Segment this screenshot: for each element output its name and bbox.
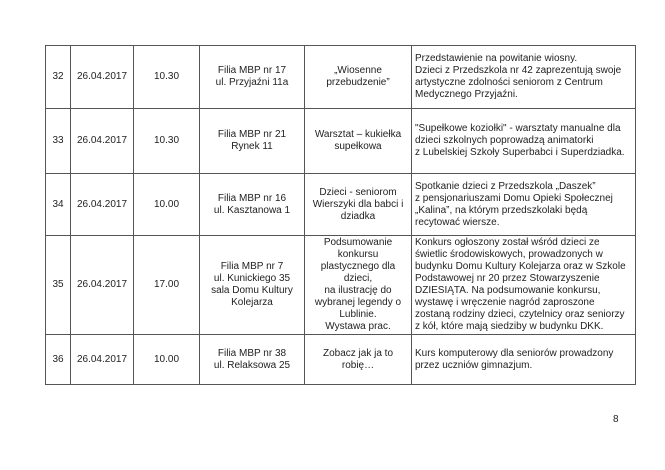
date-cell: 26.04.2017 (71, 236, 134, 335)
row-number: 35 (46, 236, 71, 335)
table-row (46, 236, 636, 335)
description-cell: "Supełkowe koziołki" - warsztaty manualne dla dzieci szkolnych poprowadzą animatorki z Lubelskiej Szkoły Superbabci i Superdziadka. (412, 109, 636, 174)
time-cell: 10.30 (134, 46, 200, 109)
date-cell: 26.04.2017 (71, 174, 134, 236)
place-cell: Filia MBP nr 21 Rynek 11 (200, 109, 305, 174)
description-cell: Kurs komputerowy dla seniorów prowadzony przez uczniów gimnazjum. (412, 335, 636, 385)
description-cell: Spotkanie dzieci z Przedszkola „Daszek” z pensjonariuszami Domu Opieki Społecznej „Kalina”, na którym przedszkolaki będą recytować wiersze. (412, 174, 636, 236)
place-cell: Filia MBP nr 7 ul. Kunickiego 35 sala Domu Kultury Kolejarza (200, 236, 305, 335)
title-cell: Dzieci - seniorom Wierszyki dla babci i dziadka (305, 174, 412, 236)
time-cell: 10.00 (134, 174, 200, 236)
page-number: 8 (613, 414, 619, 425)
title-cell: „Wiosenne przebudzenie” (305, 46, 412, 109)
table-row (46, 109, 636, 174)
description-cell: Przedstawienie na powitanie wiosny. Dzieci z Przedszkola nr 42 zaprezentują swoje artystyczne zdolności seniorom z Centrum Medycznego Przyjaźni. (412, 46, 636, 109)
time-cell: 10.30 (134, 109, 200, 174)
place-cell: Filia MBP nr 16 ul. Kasztanowa 1 (200, 174, 305, 236)
place-cell: Filia MBP nr 38 ul. Relaksowa 25 (200, 335, 305, 385)
place-cell: Filia MBP nr 17 ul. Przyjaźni 11a (200, 46, 305, 109)
date-cell: 26.04.2017 (71, 109, 134, 174)
time-cell: 10.00 (134, 335, 200, 385)
row-number: 33 (46, 109, 71, 174)
description-cell: Konkurs ogłoszony został wśród dzieci ze świetlic środowiskowych, prowadzonych w budynku Domu Kultury Kolejarza oraz w Szkole Podstawowej nr 20 przez Stowarzyszenie DZIESIĄTA. Na podsumowanie konkursu, wystawę i wręczenie nagród zaproszone zostaną rodziny dzieci, czytelnicy oraz seniorzy z kół, które mają siedziby w budynku DKK. (412, 236, 636, 335)
row-number: 36 (46, 335, 71, 385)
title-cell: Podsumowanie konkursu plastycznego dla dzieci, na ilustrację do wybranej legendy o Lublinie. Wystawa prac. (305, 236, 412, 335)
title-cell: Warsztat – kukiełka supełkowa (305, 109, 412, 174)
time-cell: 17.00 (134, 236, 200, 335)
row-number: 34 (46, 174, 71, 236)
table-row (46, 174, 636, 236)
date-cell: 26.04.2017 (71, 46, 134, 109)
row-number: 32 (46, 46, 71, 109)
title-cell: Zobacz jak ja to robię… (305, 335, 412, 385)
events-table (45, 45, 636, 385)
table-row (46, 335, 636, 385)
date-cell: 26.04.2017 (71, 335, 134, 385)
table-row (46, 46, 636, 109)
